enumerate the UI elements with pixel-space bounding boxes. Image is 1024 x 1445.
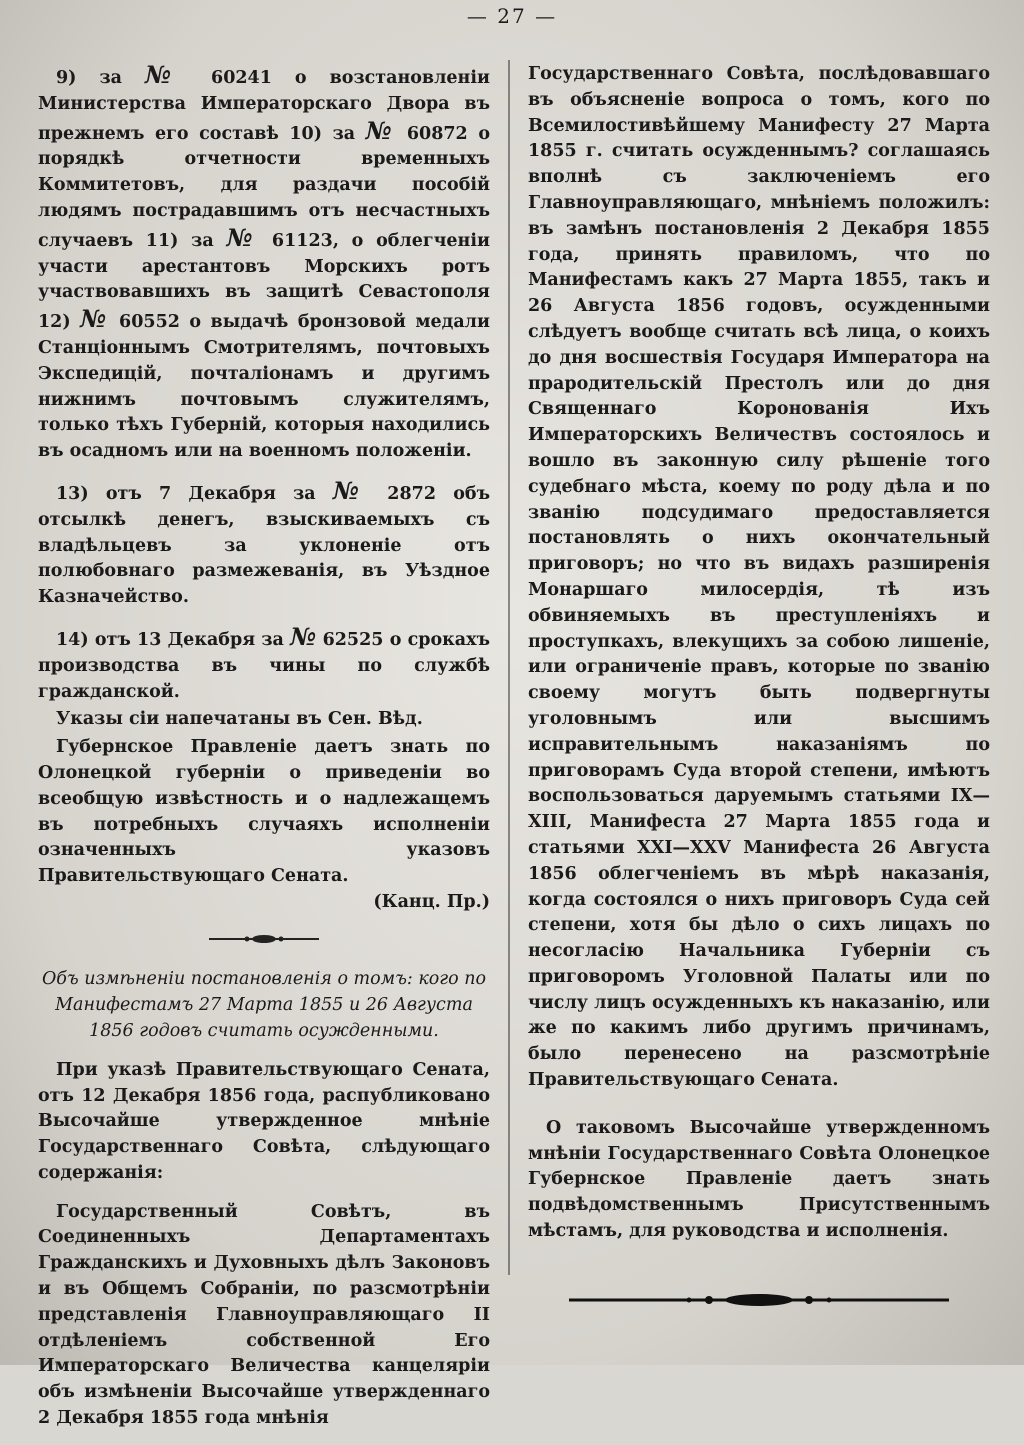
- closing-paragraph: О таковомъ Высочайше утвержденномъ мнѣніи Государственнаго Совѣта Олонецкое Губернское Правленіе даетъ знать подвѣдомственнымъ Присутственнымъ мѣстамъ, для руководства и исполненія.: [528, 1117, 990, 1242]
- ornament-divider: [569, 1293, 949, 1307]
- column-divider: [508, 60, 510, 1275]
- number-sign: №: [80, 304, 110, 334]
- printed-note: Указы сіи напечатаны въ Сен. Вѣд.: [56, 709, 423, 730]
- number-sign: №: [226, 222, 260, 252]
- text: 62525 о срокахъ производства въ чины по службѣ гражданской.: [38, 629, 490, 702]
- opinion-paragraph: Государственнаго Совѣта, послѣдовавшаго въ объясненіе вопроса о томъ, кого по Всемилостивѣйшему Манифесту 27 Марта 1855 г. считать осужденнымъ? соглашаясь вполнѣ съ заключеніемъ его Главноуправляющаго, мнѣніемъ положилъ: въ замѣнъ постановленія 2 Декабря 1855 года, принять правиломъ, что по Манифестамъ какъ 27 Марта 1855, такъ и 26 Августа 1856 годовъ, осужденными слѣдуетъ вообще считать всѣ лица, о коихъ до дня восшествія Государя Императора на прародительскій Престолъ или до дня Священнаго Коронованія Ихъ Императорскихъ Величествъ состоялось и вошло въ законную силу рѣшеніе того судебнаго мѣста, коему по роду дѣла и по званію подсудимаго предоставляется постановлять о нихъ окончательный приговоръ; но что въ видахъ разширенія Монаршаго милосердія, тѣ изъ обвиняемыхъ въ преступленіяхъ и проступкахъ, влекущихъ за собою лишеніе, или ограниченіе правъ, которые по званію своему могутъ быть подвергнуты уголовнымъ или высшимъ исправительнымъ наказаніямъ по приговорамъ Суда второй степени, имѣютъ воспользоваться даруемымъ статьями IX—XIII, Манифеста 27 Марта 1855 года и статьями XXI—XXV Манифеста 26 Августа 1856 облегченіемъ въ мѣрѣ наказанія, когда состоялся о нихъ приговоръ Суда сей степени, хотя бы дѣло о сихъ лицахъ по несогласію Начальника Губерніи съ приговоромъ Уголовной Палаты или по числу лицъ осужденныхъ къ наказанію, или же по какимъ либо другимъ причинамъ, было перенесено на разсмотрѣніе Правительствующаго Сената.: [528, 64, 990, 1091]
- section-heading: Объ измѣненіи постановленія о томъ: кого по Манифестамъ 27 Марта 1855 и 26 Августа 1856 годовъ считать осужденными.: [41, 968, 487, 1041]
- text: 13) отъ 7 Декабря за: [56, 483, 333, 504]
- text: 14) отъ 13 Декабря за: [56, 629, 291, 650]
- text: 61123, о облегченіи участи арестантовъ Морскихъ ротъ участвовавшихъ въ защитѣ Севастополя 12): [38, 230, 490, 333]
- text: 60241 о возстановленіи Министерства Императорскаго Двора въ прежнемъ его составѣ 10) за: [38, 68, 490, 144]
- decree-paragraph-1: При указѣ Правительствующаго Сената, отъ 12 Декабря 1856 года, распубликовано Высочайше утвержденное мнѣніе Государственнаго Совѣта, слѣдующаго содержанія:: [38, 1059, 490, 1183]
- number-sign: №: [365, 115, 397, 145]
- signature: (Канц. Пр.): [373, 891, 490, 912]
- left-column: [38, 62, 490, 1445]
- page-number: — 27 —: [466, 4, 558, 28]
- decree-item-14: [38, 621, 490, 705]
- text: 2872 объ отсылкѣ денегъ, взыскиваемыхъ съ владѣльцевъ за уклоненіе отъ полюбовнаго размежеванія, въ Уѣздное Казначейство.: [38, 483, 490, 608]
- text: 60552 о выдачѣ бронзовой медали Станціоннымъ Смотрителямъ, почтовыхъ Экспедицій, почталіонамъ и другимъ нижнимъ почтовымъ служителямъ, только тѣхъ Губерній, которыя находились въ осадномъ или на военномъ положеніи.: [38, 312, 490, 462]
- text: 9) за: [56, 68, 145, 88]
- text: 60872 о порядкѣ отчетности временныхъ Коммитетовъ, для раздачи пособій людямъ пострадавшимъ отъ несчастныхъ случаевъ 11) за: [38, 123, 490, 251]
- number-sign: №: [332, 475, 371, 505]
- number-sign: №: [145, 60, 189, 89]
- decree-paragraph-2: Государственный Совѣтъ, въ Соединенныхъ Департаментахъ Гражданскихъ и Духовныхъ дѣлъ Законовъ и въ Общемъ Собраніи, по разсмотрѣніи представленія Главноуправляющаго II отдѣленіемъ собственной Его Императорскаго Величества канцеляріи объ измѣненіи Высочайше утвержденнаго 2 Декабря 1855 года мнѣнія: [38, 1201, 490, 1429]
- decree-list-9-12: [38, 62, 490, 465]
- decree-item-13: [38, 475, 490, 611]
- ornament-divider: [209, 934, 319, 944]
- right-column: [528, 62, 990, 1307]
- board-notice: Губернское Правленіе даетъ знать по Олонецкой губерніи о приведеніи во всеобщую извѣстность и о надлежащемъ въ потребныхъ случаяхъ исполненіи означенныхъ указовъ Правительствующаго Сената.: [38, 737, 490, 887]
- number-sign: №: [290, 621, 317, 651]
